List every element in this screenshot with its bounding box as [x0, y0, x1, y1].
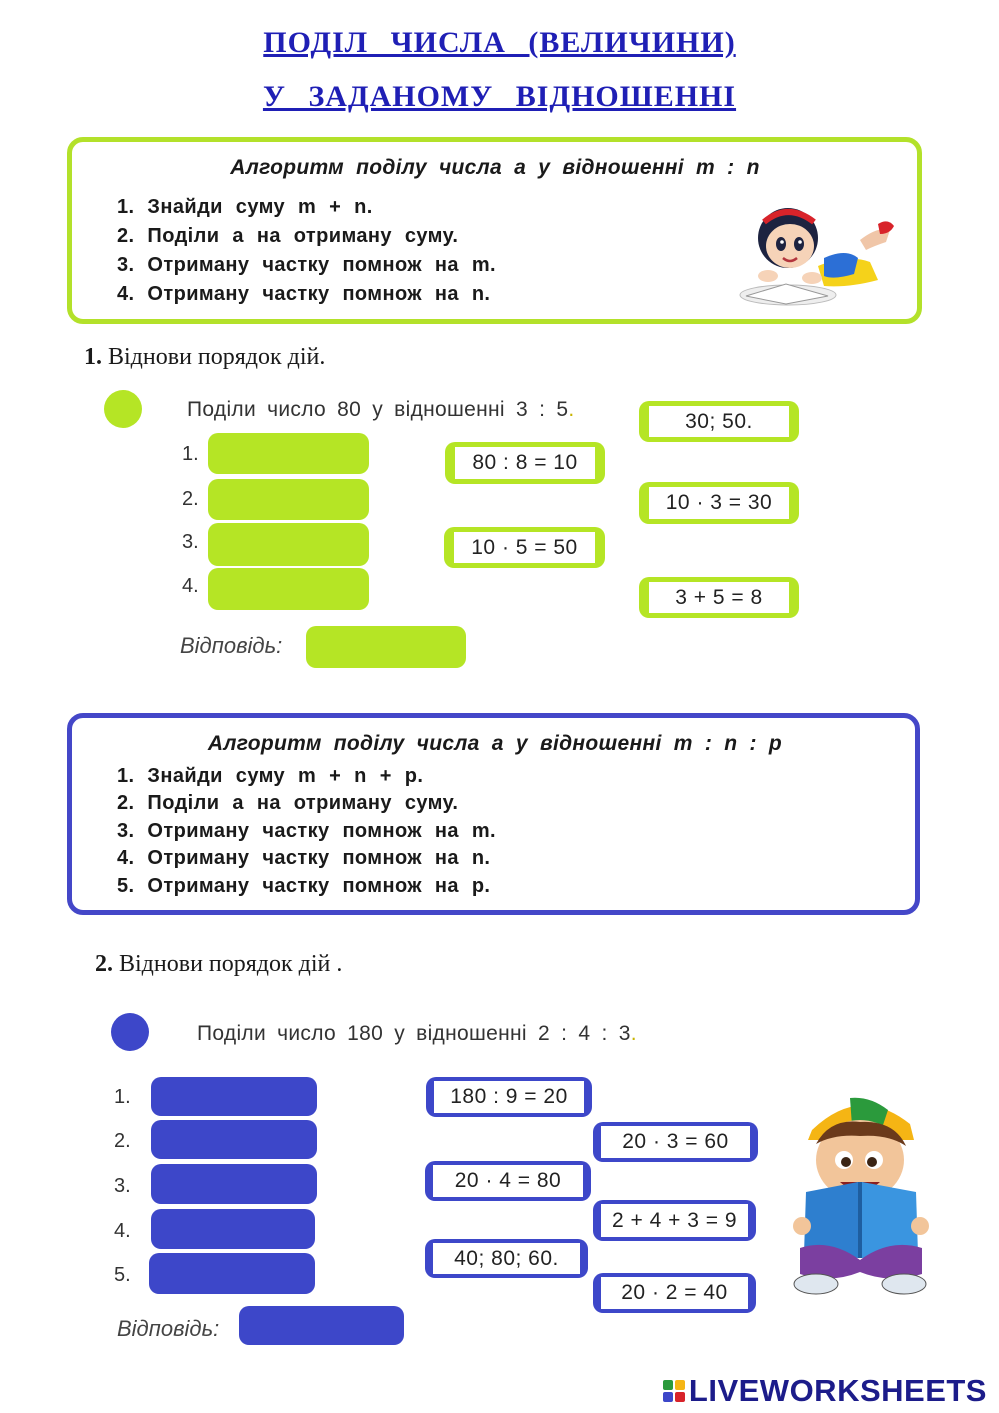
task-2-instruction-end: .	[336, 951, 343, 977]
task-2-card-multiply-2-text: 20 · 2 = 40	[601, 1277, 748, 1309]
task-2-card-multiply-3[interactable]	[593, 1122, 758, 1162]
task-1-card-answer[interactable]	[639, 401, 799, 442]
task-1-slot-number-3: 3.	[182, 531, 199, 553]
task-2-card-multiply-4[interactable]	[425, 1161, 591, 1201]
algorithm-1-step-1: 1. Знайди суму m + n.	[117, 196, 373, 218]
task-2-drop-slot-4[interactable]	[151, 1209, 315, 1249]
page-title-line2: У ЗАДАНОМУ ВІДНОШЕННІ	[262, 80, 737, 113]
task-2-card-answer-text: 40; 80; 60.	[433, 1243, 580, 1274]
algorithm-2-step-5: 5. Отриману частку помнож на p.	[117, 875, 491, 897]
task-2-drop-slot-3[interactable]	[151, 1164, 317, 1204]
task-2-card-multiply-4-text: 20 · 4 = 80	[433, 1165, 583, 1197]
task-1-drop-slot-4[interactable]	[208, 568, 369, 610]
task-2-card-multiply-2[interactable]	[593, 1273, 756, 1313]
task-1-slot-number-2: 2.	[182, 488, 199, 510]
task-1-answer-label: Відповідь:	[180, 633, 283, 658]
task-1-instruction-end: .	[319, 344, 326, 370]
task-2-drop-slot-2[interactable]	[151, 1120, 317, 1159]
girl-reading-illustration	[728, 188, 898, 313]
task-1-card-multiply-5-text: 10 · 5 = 50	[454, 532, 595, 563]
task-2-slot-number-3: 3.	[114, 1175, 131, 1197]
algorithm-1-heading: Алгоритм поділу числа a у відношенні m : n	[230, 156, 760, 179]
task-2-prompt-text: Поділи число 180 у відношенні 2 : 4 : 3	[197, 1022, 631, 1045]
task-1-prompt-end: .	[568, 398, 575, 421]
task-2-prompt	[197, 1022, 637, 1046]
task-1-prompt-text: Поділи число 80 у відношенні 3 : 5	[187, 398, 569, 421]
task-1-drop-slot-3[interactable]	[208, 523, 369, 566]
algorithm-2-step-3: 3. Отриману частку помнож на m.	[117, 820, 496, 842]
task-2-drop-slot-5[interactable]	[149, 1253, 315, 1294]
task-2-slot-number-1: 1.	[114, 1086, 131, 1108]
task-2-card-multiply-3-text: 20 · 3 = 60	[601, 1126, 750, 1158]
task-2-marker	[111, 1013, 149, 1051]
task-1-card-sum-text: 3 + 5 = 8	[649, 582, 789, 613]
task-2-card-division[interactable]	[426, 1077, 592, 1117]
task-1-card-division-text: 80 : 8 = 10	[455, 447, 595, 479]
algorithm-2-step-2: 2. Поділи a на отриману суму.	[117, 792, 459, 814]
task-2-card-division-text: 180 : 9 = 20	[434, 1081, 584, 1113]
task-1-heading	[84, 344, 325, 371]
task-1-card-sum[interactable]	[639, 577, 799, 618]
algorithm-2-heading: Алгоритм поділу числа a у відношенні m : n : p	[207, 732, 783, 755]
task-1-answer-slot[interactable]	[306, 626, 466, 668]
task-2-prompt-end: .	[630, 1022, 637, 1045]
task-2-card-answer[interactable]	[425, 1239, 588, 1278]
algorithm-1-step-2: 2. Поділи a на отриману суму.	[117, 225, 459, 247]
task-1-drop-slot-2[interactable]	[208, 479, 369, 520]
task-1-number: 1.	[84, 344, 102, 370]
task-2-answer-slot[interactable]	[239, 1306, 404, 1345]
liveworksheets-logo	[663, 1373, 987, 1409]
task-2-slot-number-4: 4.	[114, 1220, 131, 1242]
task-1-card-division[interactable]	[445, 442, 605, 484]
liveworksheets-logo-text: LIVEWORKSHEETS	[688, 1373, 987, 1408]
task-1-card-multiply-5[interactable]	[444, 527, 605, 568]
task-2-slot-number-5: 5.	[114, 1264, 131, 1286]
task-1-slot-number-4: 4.	[182, 575, 199, 597]
task-1-instruction: Віднови порядок дій	[108, 344, 320, 370]
liveworksheets-logo-icon	[663, 1380, 685, 1402]
task-1-card-multiply-3[interactable]	[639, 482, 799, 524]
algorithm-1-step-4: 4. Отриману частку помнож на n.	[117, 283, 491, 305]
task-2-instruction: Віднови порядок дій	[119, 951, 331, 977]
task-2-answer-label: Відповідь:	[117, 1316, 220, 1341]
task-2-drop-slot-1[interactable]	[151, 1077, 317, 1116]
task-2-heading	[95, 951, 342, 978]
algorithm-1-step-3: 3. Отриману частку помнож на m.	[117, 254, 496, 276]
task-1-card-multiply-3-text: 10 · 3 = 30	[649, 487, 789, 519]
task-1-card-answer-text: 30; 50.	[649, 406, 789, 437]
task-1-slot-number-1: 1.	[182, 443, 199, 465]
algorithm-2-step-1: 1. Знайди суму m + n + p.	[117, 765, 424, 787]
task-2-number: 2.	[95, 951, 113, 977]
task-1-prompt	[187, 398, 575, 422]
task-1-drop-slot-1[interactable]	[208, 433, 369, 474]
task-2-card-sum-text: 2 + 4 + 3 = 9	[601, 1204, 748, 1237]
algorithm-2-step-4: 4. Отриману частку помнож на n.	[117, 847, 491, 869]
task-1-marker	[104, 390, 142, 428]
boy-reading-illustration	[790, 1088, 930, 1300]
page-title-line1: ПОДІЛ ЧИСЛА (ВЕЛИЧИНИ)	[263, 26, 736, 59]
task-2-slot-number-2: 2.	[114, 1130, 131, 1152]
task-2-card-sum[interactable]	[593, 1200, 756, 1241]
